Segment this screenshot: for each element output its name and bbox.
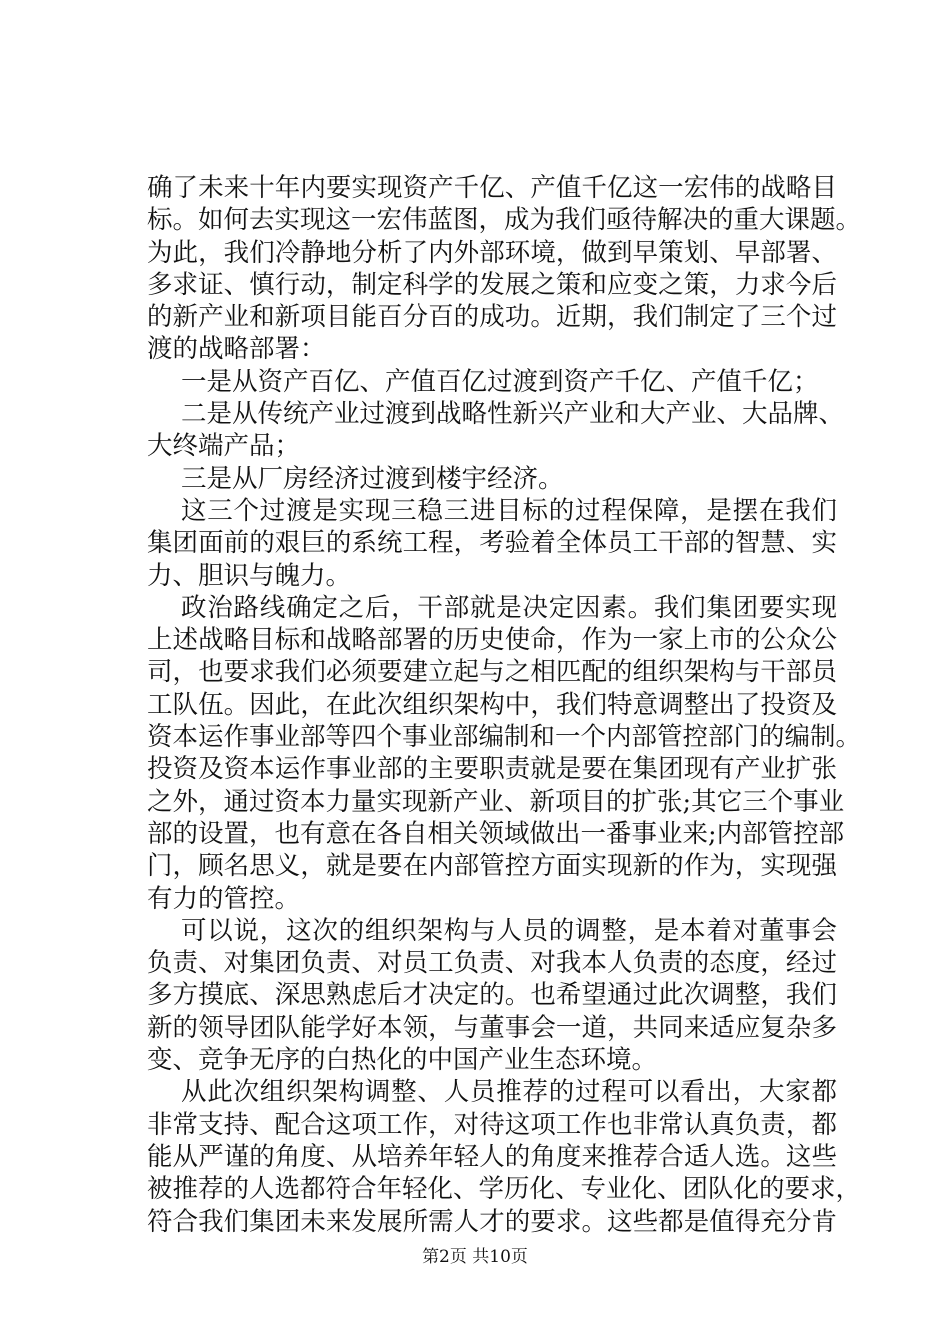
text-line: 这三个过渡是实现三稳三进目标的过程保障，是摆在我们 <box>181 495 837 526</box>
text-line: 有力的管控。 <box>147 883 301 914</box>
text-line: 部的设置，也有意在各自相关领域做出一番事业来;内部管控部 <box>147 818 845 849</box>
text-line: 资本运作事业部等四个事业部编制和一个内部管控部门的编制。 <box>147 722 862 753</box>
document-body <box>147 172 862 1238</box>
text-line: 政治路线确定之后，干部就是决定因素。我们集团要实现 <box>181 592 837 623</box>
text-line: 新的领导团队能学好本领，与董事会一道，共同来适应复杂多 <box>147 1012 837 1043</box>
text-line: 多方摸底、深思熟虑后才决定的。也希望通过此次调整，我们 <box>147 980 837 1011</box>
text-line: 负责、对集团负责、对员工负责、对我本人负责的态度，经过 <box>147 948 837 979</box>
text-line: 的新产业和新项目能百分百的成功。近期，我们制定了三个过 <box>147 302 837 333</box>
page-number-footer: 第2页 共10页 <box>422 1247 528 1267</box>
text-line: 能从严谨的角度、从培养年轻人的角度来推荐合适人选。这些 <box>147 1141 837 1172</box>
text-line: 力、胆识与魄力。 <box>147 560 352 591</box>
text-line: 工队伍。因此，在此次组织架构中，我们特意调整出了投资及 <box>147 689 837 720</box>
text-line: 门，顾名思义，就是要在内部管控方面实现新的作为，实现强 <box>147 851 837 882</box>
text-line: 投资及资本运作事业部的主要职责就是要在集团现有产业扩张 <box>147 754 837 785</box>
text-line: 大终端产品； <box>147 431 301 462</box>
text-line: 被推荐的人选都符合年轻化、学历化、专业化、团队化的要求， <box>147 1174 862 1205</box>
text-line: 多求证、慎行动，制定科学的发展之策和应变之策，力求今后 <box>147 269 837 300</box>
text-line: 三是从厂房经济过渡到楼宇经济。 <box>181 463 564 494</box>
text-line: 符合我们集团未来发展所需人才的要求。这些都是值得充分肯 <box>147 1206 837 1237</box>
text-line: 从此次组织架构调整、人员推荐的过程可以看出，大家都 <box>181 1077 837 1108</box>
text-line: 司，也要求我们必须要建立起与之相匹配的组织架构与干部员 <box>147 657 837 688</box>
text-line: 渡的战略部署： <box>147 334 326 365</box>
text-line: 确了未来十年内要实现资产千亿、产值千亿这一宏伟的战略目 <box>147 173 837 203</box>
text-line: 标。如何去实现这一宏伟蓝图，成为我们亟待解决的重大课题。 <box>147 205 862 236</box>
text-line: 可以说，这次的组织架构与人员的调整，是本着对董事会 <box>181 915 837 946</box>
text-line: 上述战略目标和战略部署的历史使命，作为一家上市的公众公 <box>147 625 837 656</box>
text-line: 非常支持、配合这项工作，对待这项工作也非常认真负责，都 <box>147 1109 837 1140</box>
text-line: 二是从传统产业过渡到战略性新兴产业和大产业、大品牌、 <box>181 399 845 430</box>
text-line: 集团面前的艰巨的系统工程，考验着全体员工干部的智慧、实 <box>147 528 837 559</box>
text-line: 变、竞争无序的白热化的中国产业生态环境。 <box>147 1045 658 1076</box>
text-line: 之外，通过资本力量实现新产业、新项目的扩张;其它三个事业 <box>147 786 845 817</box>
text-line: 为此，我们冷静地分析了内外部环境，做到早策划、早部署、 <box>147 237 837 268</box>
text-line: 一是从资产百亿、产值百亿过渡到资产千亿、产值千亿； <box>181 366 819 397</box>
